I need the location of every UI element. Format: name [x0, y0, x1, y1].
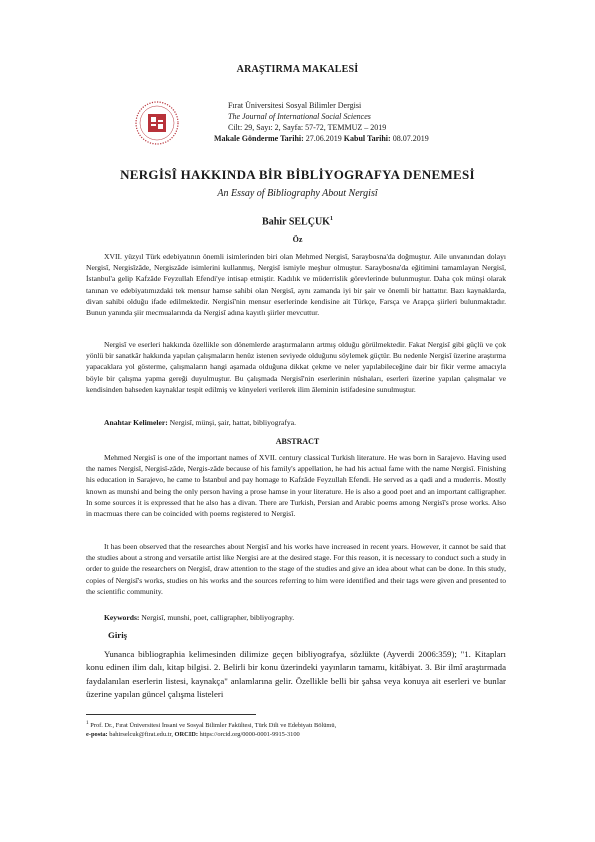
journal-dates [214, 133, 454, 144]
article-title: NERGİSÎ HAKKINDA BİR BİBLİYOGRAFYA DENEMESİ [120, 167, 475, 182]
submit-label: Makale Gönderme Tarihi: [214, 134, 304, 143]
oz-paragraph-2-text: Nergisî ve eserleri hakkında özellikle son dönemlerde araştırmaların artmış olduğu görülmektedir. Fakat Nergisî gibi güçlü ve çok yönlü bir sanatkâr hakkında yapılan çalışmaların henüz istenen seviyede olduğunu söylemek güçtür. Bu nedenle Nergisî üzerine araştırma yapacaklara yol gösterme, çalışmaların hangi aşamada olduğuna dikkat çekme ve neler yapılabileceğine dair bir fikir verme amacıyla böyle bir çalışma yapma gereği duyulmuştur. Bu çalışmada Nergisî'nin eserlerinin nüshaları, eserleri üzerine yapılan çalışmalar ve kendisinden bahseden kaynaklar tespit edilmiş ve künyeleri verilerek ilim âleminin istifadesine sunulmuştur. [86, 340, 506, 394]
author-footnote-mark[interactable]: 1 [329, 216, 333, 222]
journal-info [214, 100, 468, 144]
abstract-heading: ABSTRACT [275, 437, 320, 446]
keywords-tr [104, 417, 506, 428]
giris-paragraph [86, 648, 506, 702]
orcid-link[interactable]: https://orcid.org/0000-0001-9915-3100 [199, 731, 300, 739]
oz-paragraph-1-text: XVII. yüzyıl Türk edebiyatının önemli isimlerinden biri olan Mehmed Nergisî, Saraybosna'da doğmuştur. Aile unvanından dolayı Nergisî, Nergisîzâde, Nergiszâde isimlerini kullanmış, Nergisî ismiyle meşhur olmuştur. Saraybosna'da eğitimini tamamlayan Nergisî, İstanbul'a gelip Kafzâde Feyzullah Efendi'ye intisap etmiştir. Kadılık ve müderrislik görevlerinde bulunmuştur. Daha çok münşi olarak tanınan ve edebiyatımızdaki tek mensur hamse sahibi olan Nergisî, aynı zamanda iyi bir şair ve önemli bir hattattır. Bazı kaynaklarda, divan sahibi olduğu ifade edilmektedir. Nergisî'nin mensur eserlerinde kendisine ait Türkçe, Farsça ve Arapça şiirleri bulunmaktadır. Bunun yanında şiir mecmualarında da Nergisî adına kayıtlı şiirler mevcuttur. [86, 252, 506, 318]
footnote [86, 719, 506, 739]
footnote-affiliation-text: Prof. Dr., Fırat Üniversitesi İnsani ve Sosyal Bilimler Fakültesi, Türk Dili ve Edebiyatı Bölümü, [90, 722, 337, 730]
email-link[interactable]: bahirselcuk@firat.edu.tr, [109, 731, 173, 739]
abstract-paragraph-2-text: It has been observed that the researches about Nergisî and his works have increased in recent years. However, it cannot be said that the studies about a strong and versatile artist like Nergisi are at the desired stage. For this reason, it is necessary to conduct such a study in order to guide the researchers on Nergisî, draw attention to the stage of the studies and give an idea about what can be done. In this study, copies of Nergisî's works, studies on his works and the sources referring to him were identified and their tags were given and presented to the scientific community. [86, 542, 506, 596]
footnote-affiliation [86, 719, 506, 730]
keywords-en [104, 612, 506, 623]
oz-paragraph-2 [86, 339, 506, 395]
giris-heading: Giriş [108, 630, 128, 640]
article-kind: ARAŞTIRMA MAKALESİ [236, 64, 359, 75]
author-name: Bahir SELÇUK [262, 216, 330, 228]
keywords-en-text: Nergisî, munshi, poet, calligrapher, bibliyography. [141, 613, 295, 622]
keywords-en-label: Keywords: [104, 613, 140, 622]
abstract-paragraph-2 [86, 541, 506, 597]
accept-label: Kabul Tarihi: [343, 134, 391, 143]
footnote-contact [86, 730, 506, 739]
journal-name: Fırat Üniversitesi Sosyal Bilimler Dergisi [228, 101, 362, 110]
journal-issue: Cilt: 29, Sayı: 2, Sayfa: 57-72, TEMMUZ – 2019 [228, 123, 387, 132]
accept-date: 08.07.2019 [392, 134, 429, 143]
oz-heading: Öz [292, 235, 303, 244]
giris-paragraph-text: Yunanca bibliographia kelimesinden dilimize geçen bibliyografya, sözlükte (Ayverdi 2006:359); "1. Kitapları konu edinen ilim dalı, kitap bilgisi. 2. Belirli bir konu üzerindeki yayınların tamamı, kitâbiyat. 3. Bir ilmî araştırmada faydalanılan eserlerin listesi, kaynakça" anlamlarına gelir. Özellikle belli bir şahsa veya konuya ait eserleri ve bunlar üzerine yapılan güncel çalışma listeleri [86, 649, 506, 700]
university-seal-icon [134, 100, 180, 146]
keywords-tr-label: Anahtar Kelimeler: [104, 418, 168, 427]
journal-name-en: The Journal of International Social Sciences [228, 112, 371, 121]
orcid-label: ORCID: [174, 731, 198, 739]
submit-date: 27.06.2019 [305, 134, 342, 143]
keywords-tr-text: Nergisî, münşi, şair, hattat, bibliyografya. [169, 418, 296, 427]
article-subtitle: An Essay of Bibliography About Nergisî [217, 188, 378, 199]
author [0, 216, 595, 227]
email-label: e-posta: [86, 731, 108, 739]
oz-paragraph-1 [86, 251, 506, 318]
footnote-mark: 1 [86, 720, 89, 726]
footnote-divider [86, 714, 256, 715]
abstract-paragraph-1-text: Mehmed Nergisî is one of the important names of XVII. century classical Turkish literature. He was born in Sarajevo. Having used the names Nergisî, Nergisî-zâde, Nergis-zâde because of his family's appellation, he had his actual fame with the name Nergisî. Finishing his education in Sarajevo, he came to İstanbul and pay homage to Kafzâde Feyzullah Efendi. He served as a qadi and a muderris. Mostly known as munshi and being the only person having a prose hamse in your literature. He is also a good poet and an important calligrapher. In some sources it is expressed that he also has a divan. There are Turkish, Persian and Arabic poems among Nergisî's prose works. Also in macmuas there can be coincided with poems registered to Nergisî. [86, 453, 506, 519]
abstract-paragraph-1 [86, 452, 506, 519]
